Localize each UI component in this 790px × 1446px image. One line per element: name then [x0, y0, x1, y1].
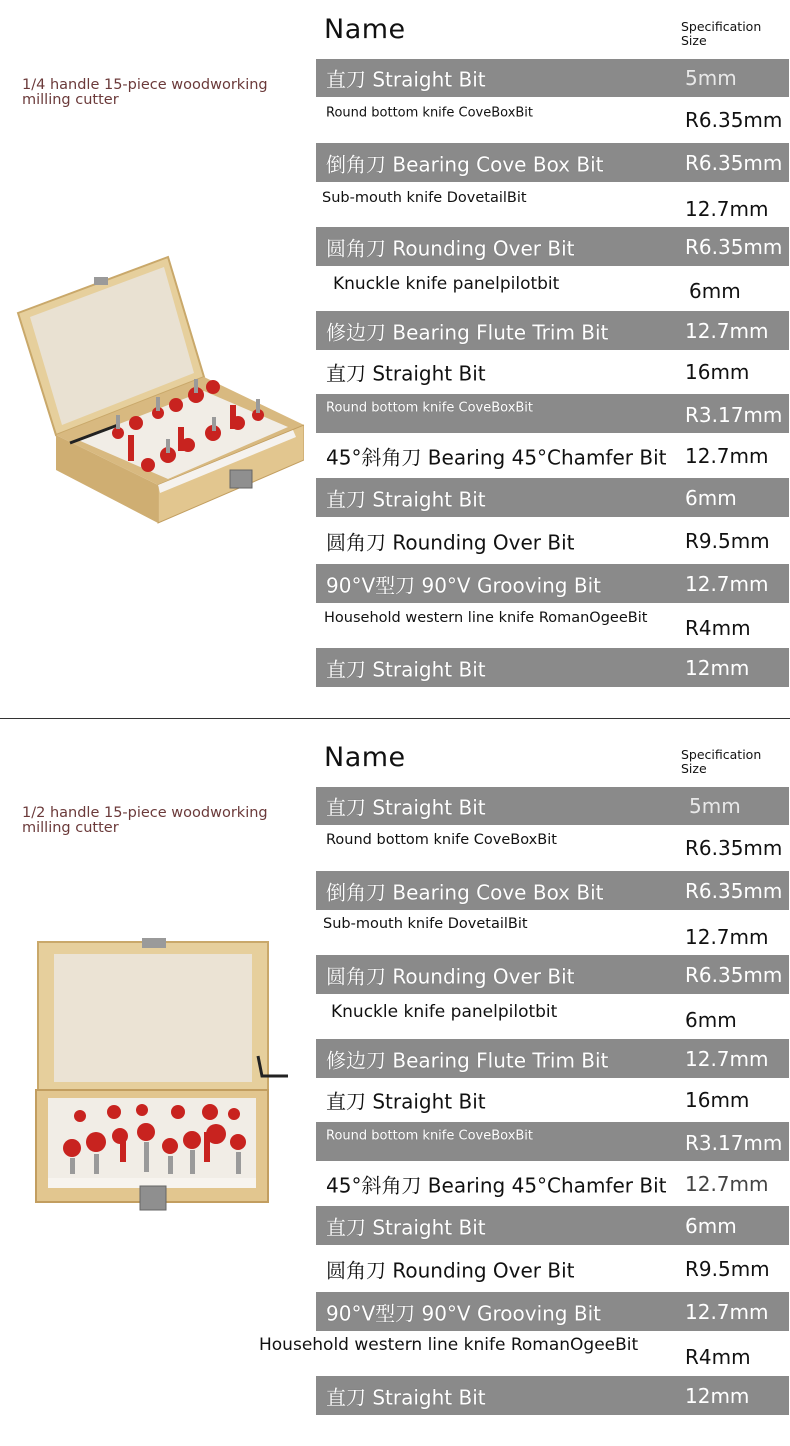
product-section-quarter-inch — [0, 0, 790, 716]
bit-name: 45°斜角刀 Bearing 45°Chamfer Bit — [326, 445, 667, 469]
bit-size: R4mm — [685, 616, 751, 641]
table-row — [316, 787, 789, 825]
bit-name: Round bottom knife CoveBoxBit — [326, 400, 534, 416]
bit-size: 16mm — [685, 360, 750, 384]
product-title: 1/2 handle 15-piece woodworking milling cutter — [22, 805, 268, 836]
router-bit-set-photo — [10, 936, 296, 1226]
column-header-name: Name — [324, 14, 406, 45]
bit-size: R6.35mm — [685, 836, 783, 860]
bit-size: R6.35mm — [685, 234, 783, 259]
bit-name: Round bottom knife CoveBoxBit — [326, 105, 534, 121]
bit-size: R9.5mm — [685, 1256, 770, 1281]
bit-size: R3.17mm — [685, 1131, 783, 1156]
bit-name: 直刀 Straight Bit — [326, 67, 486, 92]
bit-name: 45°斜角刀 Bearing 45°Chamfer Bit — [326, 1173, 667, 1197]
bit-size: 12.7mm — [685, 443, 769, 468]
bit-name: Household western line knife RomanOgeeBit — [324, 610, 648, 626]
table-row — [316, 517, 789, 564]
table-row — [316, 1245, 789, 1292]
product-section-half-inch — [0, 724, 790, 1446]
bit-name: 修边刀 Bearing Flute Trim Bit — [326, 320, 609, 344]
bit-name: Round bottom knife CoveBoxBit — [326, 1128, 534, 1144]
table-row — [316, 825, 789, 871]
bit-size: 12.7mm — [685, 925, 769, 949]
table-row — [316, 603, 789, 648]
table-row — [316, 1206, 789, 1245]
bit-name: 直刀 Straight Bit — [326, 657, 486, 681]
table-row — [250, 1331, 789, 1376]
bit-size: 12mm — [685, 655, 750, 680]
bit-name: 直刀 Straight Bit — [326, 1215, 486, 1239]
table-row — [316, 1078, 789, 1122]
router-bit-set-photo — [8, 255, 304, 535]
bit-name: 圆角刀 Rounding Over Bit — [326, 530, 575, 554]
table-row — [316, 910, 789, 955]
bit-name: 90°V型刀 90°V Grooving Bit — [326, 1301, 601, 1325]
bit-size: 5mm — [685, 66, 737, 90]
table-row — [316, 955, 789, 994]
bit-name: Sub-mouth knife DovetailBit — [322, 190, 527, 206]
bit-size: 12mm — [685, 1383, 750, 1408]
product-title: 1/4 handle 15-piece woodworking milling cutter — [22, 77, 268, 108]
table-row — [316, 266, 789, 311]
table-row — [316, 1376, 789, 1415]
table-row — [316, 182, 789, 227]
bit-name: 直刀 Straight Bit — [326, 1385, 486, 1409]
bit-name: Knuckle knife panelpilotbit — [331, 1002, 558, 1022]
bit-name: 直刀 Straight Bit — [326, 361, 486, 386]
table-row — [316, 994, 789, 1039]
table-row — [316, 478, 789, 517]
bit-size: 12.7mm — [685, 318, 769, 343]
bit-size: R6.35mm — [685, 150, 783, 175]
bit-size: 12.7mm — [685, 197, 769, 221]
bit-size: R3.17mm — [685, 403, 783, 428]
bit-size: R6.35mm — [685, 962, 783, 987]
bit-name: Sub-mouth knife DovetailBit — [323, 916, 528, 932]
table-row — [316, 564, 789, 603]
bit-name: 倒角刀 Bearing Cove Box Bit — [326, 880, 604, 904]
section-divider — [0, 718, 790, 719]
bit-size: 6mm — [685, 1213, 737, 1238]
table-row — [316, 1161, 789, 1206]
table-row — [316, 311, 789, 350]
bit-name: 直刀 Straight Bit — [326, 487, 486, 511]
table-row — [316, 394, 789, 433]
table-row — [316, 143, 789, 182]
bit-size: 16mm — [685, 1088, 750, 1112]
bit-name: 圆角刀 Rounding Over Bit — [326, 1258, 575, 1282]
bit-name: 90°V型刀 90°V Grooving Bit — [326, 573, 601, 597]
column-header-name: Name — [324, 742, 406, 773]
table-row — [316, 1292, 789, 1331]
bit-name: Knuckle knife panelpilotbit — [333, 274, 560, 294]
bit-name: Household western line knife RomanOgeeBit — [259, 1335, 639, 1355]
bit-size: R6.35mm — [685, 878, 783, 903]
table-row — [316, 1039, 789, 1078]
bit-name: 倒角刀 Bearing Cove Box Bit — [326, 152, 604, 176]
column-header-spec: Specification Size — [681, 747, 762, 776]
bit-name: 圆角刀 Rounding Over Bit — [326, 236, 575, 260]
bit-size: 6mm — [685, 485, 737, 510]
bit-size: R4mm — [685, 1345, 751, 1370]
bit-name: 圆角刀 Rounding Over Bit — [326, 964, 575, 988]
bit-name: 修边刀 Bearing Flute Trim Bit — [326, 1048, 609, 1072]
table-row — [316, 648, 789, 687]
bit-size: 6mm — [689, 279, 741, 304]
table-row — [316, 871, 789, 910]
column-header-spec: Specification Size — [681, 19, 762, 48]
bit-name: Round bottom knife CoveBoxBit — [326, 832, 557, 848]
bit-name: 直刀 Straight Bit — [326, 1089, 486, 1114]
bit-size: 5mm — [689, 794, 741, 818]
bit-size: 12.7mm — [685, 1046, 769, 1071]
bit-size: R6.35mm — [685, 108, 783, 132]
table-row — [316, 227, 789, 266]
table-row — [316, 433, 789, 478]
bit-size: 12.7mm — [685, 1171, 769, 1196]
table-row — [316, 97, 789, 143]
bit-size: 6mm — [685, 1008, 737, 1033]
bit-size: 12.7mm — [685, 571, 769, 596]
table-row — [316, 350, 789, 394]
table-row — [316, 1122, 789, 1161]
bit-name: 直刀 Straight Bit — [326, 795, 486, 820]
bit-size: 12.7mm — [685, 1299, 769, 1324]
table-row — [316, 59, 789, 97]
bit-size: R9.5mm — [685, 528, 770, 553]
